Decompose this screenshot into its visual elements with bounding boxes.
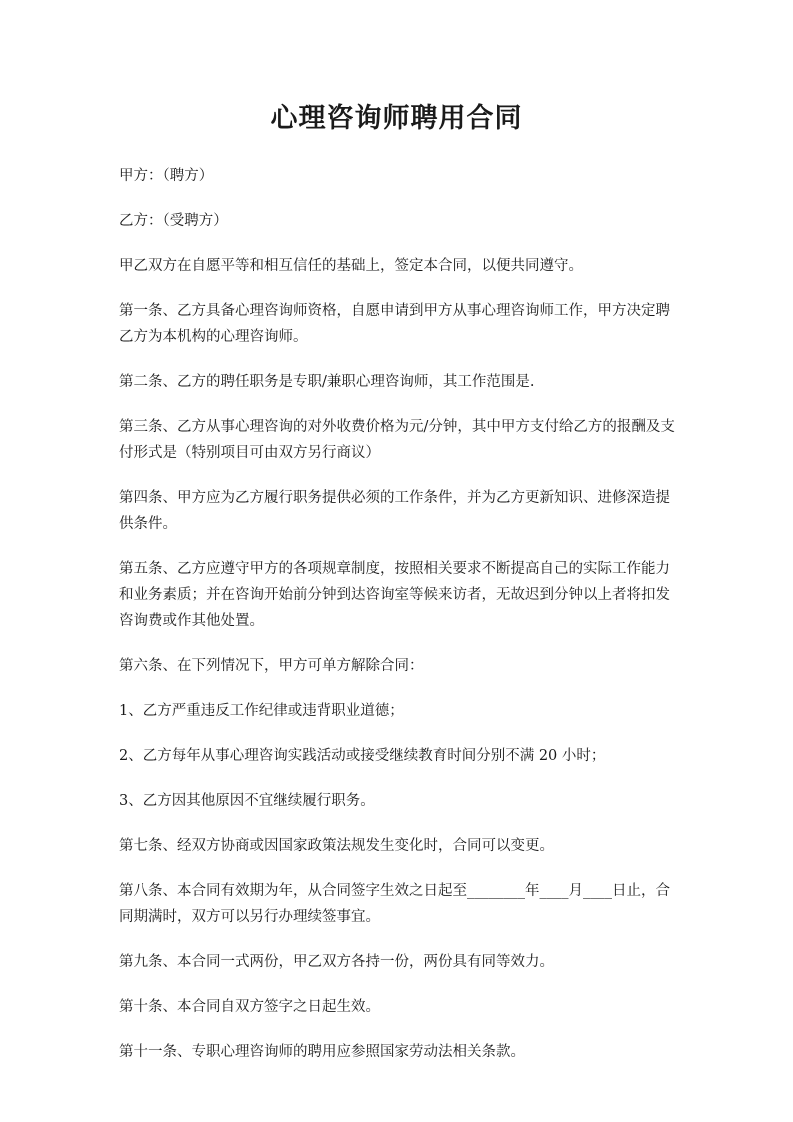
article-11: 第十一条、专职心理咨询师的聘用应参照国家劳动法相关条款。 <box>119 1044 525 1060</box>
article-10: 第十条、本合同自双方签字之日起生效。 <box>119 999 380 1015</box>
party-b-line: 乙方：（受聘方） <box>119 213 228 229</box>
article-9: 第九条、本合同一式两份，甲乙双方各持一份，两份具有同等效力。 <box>119 954 554 970</box>
article-8: 第八条、本合同有效期为年，从合同签字生效之日起至________年____月____日止，合同期满时，双方可以另行办理续签事宜。 <box>119 883 670 925</box>
contract-body <box>119 163 679 1084</box>
article-2: 第二条、乙方的聘任职务是专职/兼职心理咨询师，其工作范围是. <box>119 374 535 390</box>
party-a-line: 甲方：（聘方） <box>119 168 214 184</box>
article-6-item-1: 1、乙方严重违反工作纪律或违背职业道德； <box>119 703 404 719</box>
article-6: 第六条、在下列情况下，甲方可单方解除合同： <box>119 658 424 674</box>
article-1: 第一条、乙方具备心理咨询师资格，自愿申请到甲方从事心理咨询师工作，甲方决定聘乙方为本机构的心理咨询师。 <box>119 303 670 345</box>
article-6-item-3: 3、乙方因其他原因不宜继续履行职务。 <box>119 793 375 809</box>
article-5: 第五条、乙方应遵守甲方的各项规章制度，按照相关要求不断提高自己的实际工作能力和业务素质；并在咨询开始前分钟到达咨询室等候来访者，无故迟到分钟以上者将扣发咨询费或作其他处置。 <box>119 561 670 629</box>
document-title: 心理咨询师聘用合同 <box>270 103 523 134</box>
preamble: 甲乙双方在自愿平等和相互信任的基础上，签定本合同，以便共同遵守。 <box>119 258 583 274</box>
article-7: 第七条、经双方协商或因国家政策法规发生变化时，合同可以变更。 <box>119 838 554 854</box>
article-6-item-2: 2、乙方每年从事心理咨询实践活动或接受继续教育时间分别不满 20 小时； <box>119 748 606 764</box>
article-3: 第三条、乙方从事心理咨询的对外收费价格为元/分钟，其中甲方支付给乙方的报酬及支付形式是（特别项目可由双方另行商议） <box>119 419 675 461</box>
article-4: 第四条、甲方应为乙方履行职务提供必须的工作条件，并为乙方更新知识、进修深造提供条件。 <box>119 490 670 532</box>
